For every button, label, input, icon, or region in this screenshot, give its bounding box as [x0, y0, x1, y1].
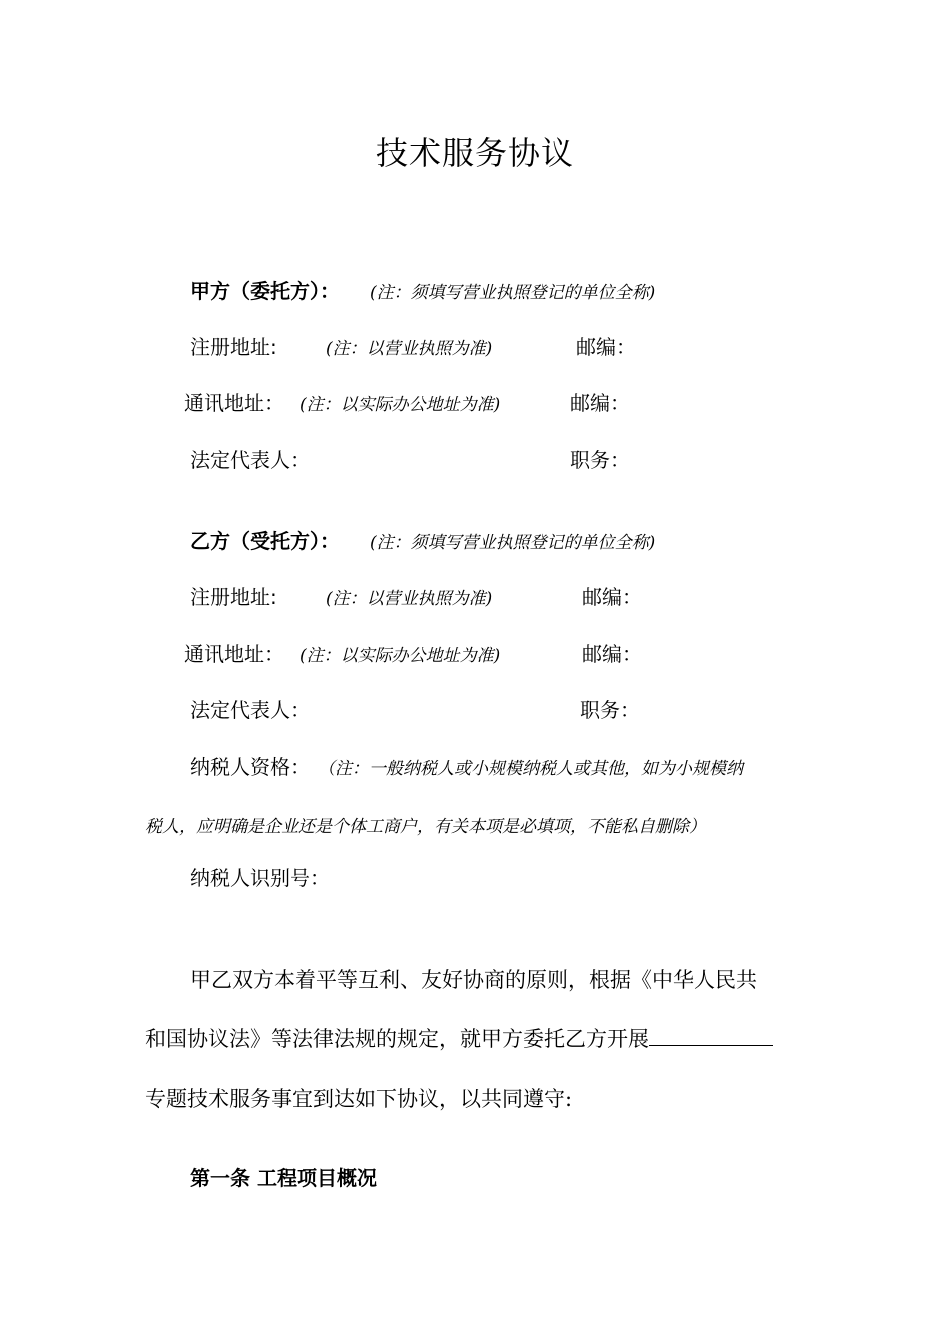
party-a-reg-postcode-label: 邮编： [576, 335, 636, 359]
party-b-reg-address-note: (注：以营业执照为准) [326, 589, 493, 609]
party-a-heading-note: (注：须填写营业执照登记的单位全称) [370, 283, 656, 303]
party-b-mail-address-note: (注：以实际办公地址为准) [300, 646, 501, 666]
party-b-heading: 乙方（受托方）： [190, 529, 340, 553]
preamble-line-1: 甲乙双方本着平等互利、友好协商的原则，根据《中华人民共 [190, 968, 757, 992]
party-a-heading: 甲方（委托方）： [190, 279, 340, 303]
party-b-mail-address-label: 通讯地址： [184, 642, 284, 666]
party-a-reg-address-note: (注：以营业执照为准) [326, 339, 493, 359]
article-1-heading: 第一条 工程项目概况 [190, 1166, 377, 1190]
party-b-mail-postcode-label: 邮编： [582, 642, 642, 666]
party-b-position-label: 职务： [580, 698, 640, 722]
party-b-reg-postcode-label: 邮编： [582, 585, 642, 609]
preamble-line-2 [145, 1023, 773, 1053]
party-b-taxpayer-note-line1: （注：一般纳税人或小规模纳税人或其他，如为小规模纳 [318, 759, 743, 779]
party-a-mail-address-note: (注：以实际办公地址为准) [300, 395, 501, 415]
party-b-taxpayer-id-label: 纳税人识别号： [190, 866, 330, 890]
document-title: 技术服务协议 [375, 134, 574, 172]
party-a-mail-address-label: 通讯地址： [184, 391, 284, 415]
party-a-reg-address-label: 注册地址: [190, 335, 277, 359]
party-a-position-label: 职务： [570, 448, 630, 472]
party-b-legal-rep-label: 法定代表人： [190, 698, 310, 722]
party-b-taxpayer-label: 纳税人资格： [190, 755, 310, 779]
party-b-heading-note: (注：须填写营业执照登记的单位全称) [370, 533, 656, 553]
project-name-blank[interactable] [649, 1023, 773, 1046]
party-a-mail-postcode-label: 邮编： [570, 391, 630, 415]
party-b-reg-address-label: 注册地址: [190, 585, 277, 609]
preamble-line-2-text: 和国协议法》等法律法规的规定，就甲方委托乙方开展 [145, 1027, 649, 1051]
party-b-taxpayer-note-line2: 税人，应明确是企业还是个体工商户，有关本项是必填项，不能私自删除） [145, 817, 706, 837]
party-a-legal-rep-label: 法定代表人： [190, 448, 310, 472]
preamble-line-3: 专题技术服务事宜到达如下协议，以共同遵守: [145, 1087, 573, 1111]
